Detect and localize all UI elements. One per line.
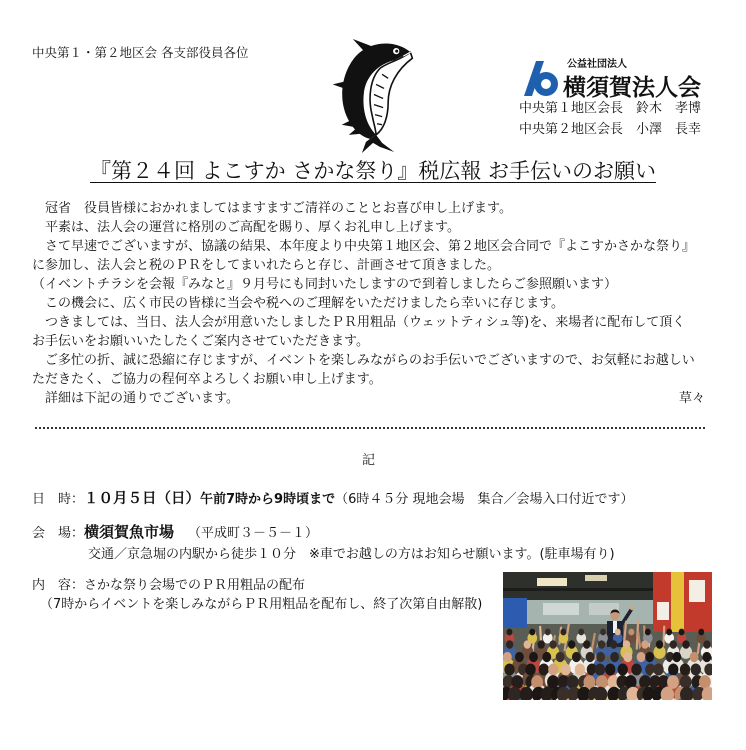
body-line: お手伝いをお願いいたしたくご案内させていただきます。 [32, 334, 369, 349]
crowd-person-head [618, 664, 628, 676]
crowd-person-head [637, 652, 646, 662]
crowd-person-head [556, 652, 565, 662]
crowd-person-head [595, 664, 605, 676]
crowd-person-head [702, 652, 711, 662]
crowd-person-head [542, 652, 551, 662]
crowd-person-head [537, 640, 544, 649]
crowd-person-head [596, 652, 605, 662]
crowd-person-head [572, 652, 581, 662]
crowd-person-head [560, 629, 566, 636]
crowd-person-head [623, 640, 630, 649]
crowd-person-head [679, 629, 685, 636]
logo-ring-hole [541, 79, 551, 89]
crowd-person-head [672, 652, 681, 662]
crowd-person-head [529, 652, 538, 662]
crowd-person-head [511, 675, 523, 689]
venue-line [32, 521, 318, 542]
crowd-person-head [668, 664, 678, 676]
crowd-person-head [600, 629, 606, 636]
crowd-person-head [503, 652, 512, 662]
crowd-person-head [682, 640, 689, 649]
crowd-person-head [666, 629, 672, 636]
crowd-person-head [525, 664, 535, 676]
crowd-person-head [625, 675, 637, 689]
crowd-person-head [680, 664, 690, 676]
content-label: 内 容： [32, 578, 85, 593]
photo-beam [503, 588, 653, 591]
document-title-row [0, 155, 746, 185]
crowd-person-head [680, 675, 692, 689]
crowd-person-head [524, 640, 531, 649]
crowd-person-head [504, 664, 514, 676]
crowd-raised-arm [663, 627, 664, 646]
crowd-person-head [610, 640, 617, 649]
crowd-person-head [583, 640, 590, 649]
signatory-2: 中央第２地区会長 小澤 長幸 [519, 122, 702, 137]
crowd-person-head [703, 640, 710, 649]
content-note: （7時からイベントを楽しみながらＰＲ用粗品を配布し、終了次第自由解散) [40, 597, 483, 612]
crowd-person-head [615, 629, 621, 636]
crowd-person-head [605, 664, 615, 676]
access-info: 交通／京急堀の内駅から徒歩１０分 ※車でお越しの方はお知らせ願います。(駐車場有り) [88, 547, 615, 562]
crowd-person-head [653, 664, 663, 676]
closing-line [32, 389, 705, 408]
crowd-person-head [656, 640, 663, 649]
crowd-person-head [584, 675, 596, 689]
org-type-label: 公益社団法人 [567, 59, 627, 70]
body-line: つきましては、当日、法人会が用意いたしましたＰＲ用粗品（ウェットティシュ等)を、来場者に配布して頂く [32, 315, 686, 330]
body-line: 冠省 役員皆様におかれましてはますますご清祥のこととお喜び申し上げます。 [32, 201, 512, 216]
photo-banner-patch [689, 580, 705, 602]
crowd-person-head [698, 629, 704, 636]
ki-marker: 記 [362, 453, 376, 468]
crowd-person-head [690, 652, 699, 662]
venue-address: （平成町３－５－１） [188, 526, 319, 541]
crowd-person-head [598, 640, 605, 649]
date-line [32, 487, 634, 508]
document-title: 『第２４回 よこすか さかな祭り』税広報 お手伝いのお願い [89, 159, 657, 183]
crowd-person-head [631, 664, 641, 676]
event-time: 午前7時から9時頃まで [200, 492, 336, 507]
crowd-person-head [691, 664, 701, 676]
crowd-person-head [575, 664, 585, 676]
crowd-person-head [549, 640, 556, 649]
fish-pupil [395, 50, 398, 53]
body-line: （イベントチラシを会報『みなと』９月号にも同封いたしますので到着しましたらご参照願います） [32, 277, 618, 292]
crowd-person-head [568, 640, 575, 649]
dotted-divider [35, 427, 705, 429]
crowd-person-head [699, 675, 711, 689]
crowd-person-head [667, 675, 679, 689]
hojinkai-logo-mark [520, 58, 560, 98]
content-text: さかな祭り会場でのＰＲ用粗品の配布 [84, 578, 306, 593]
event-crowd-photo [503, 572, 712, 700]
crowd-person-head [610, 652, 619, 662]
venue-label: 会 場： [32, 526, 85, 541]
addressee: 中央第１・第２地区会 各支部役員各位 [32, 45, 249, 60]
crowd-person-head [506, 640, 513, 649]
photo-ceiling-light [537, 578, 567, 586]
assembly-note: （6時４５分 現地会場 集合／会場入口付近です） [335, 492, 634, 507]
body-line: に参加し、法人会と税のＰＲをしてまいれたらと存じ、計画させて頂きました。 [32, 258, 501, 273]
crowd-person-head [578, 629, 584, 636]
photo-ceiling-light [585, 575, 607, 581]
crowd-person-head [560, 664, 570, 676]
photo-blue-banner [503, 598, 527, 628]
crowd-person-head [507, 629, 513, 636]
body-line: ご多忙の折、誠に恐縮に存じますが、イベントを楽しみながらのお手伝いでございますので、お気軽にお越しい [32, 353, 695, 368]
crowd-person-head [641, 640, 648, 649]
crowd-person-head [623, 652, 632, 662]
crowd-person-head [645, 652, 654, 662]
crowd-person-head [645, 629, 651, 636]
photo-banner-patch [657, 602, 669, 620]
org-name: 横須賀法人会 [563, 75, 701, 101]
crowd-person-head [515, 652, 524, 662]
body-line: ただきたく、ご協力の程何卒よろしくお願い申し上げます。 [32, 372, 382, 387]
event-day: １０月５日（日） [84, 491, 201, 507]
signatory-1: 中央第１地区会長 鈴木 孝博 [519, 101, 702, 116]
body-line: さて早速でございますが、協議の結果、本年度より中央第１地区会、第２地区会合同で『よこすかさかな祭り』 [32, 239, 696, 254]
venue-name: 横須賀魚市場 [84, 523, 175, 541]
body-line: 平素は、法人会の運営に格別のご高配を賜り、厚くお礼申し上げます。 [32, 220, 460, 235]
crowd-person-head [529, 629, 535, 636]
date-label: 日 時： [32, 492, 85, 507]
crowd-person-head [545, 629, 551, 636]
content-line [32, 574, 305, 593]
crowd-person-head [548, 664, 558, 676]
crowd-person-head [586, 652, 595, 662]
closing-text: 詳細は下記の通りでございます。 [32, 391, 239, 406]
crowd-person-head [628, 629, 634, 636]
letter-body [32, 199, 705, 408]
photo-speaker-hand [630, 606, 634, 610]
crowd-person-head [531, 675, 543, 689]
photo-banner-stripe [671, 572, 684, 632]
body-line: この機会に、広く市民の皆様に当会や税へのご理解をいただけましたら幸いに存じます。 [32, 296, 564, 311]
tuna-fish-illustration [325, 38, 417, 154]
crowd-person-head [596, 675, 608, 689]
closing-salutation: 草々 [678, 391, 705, 406]
photo-window [543, 603, 579, 615]
crowd-person-head [670, 640, 677, 649]
